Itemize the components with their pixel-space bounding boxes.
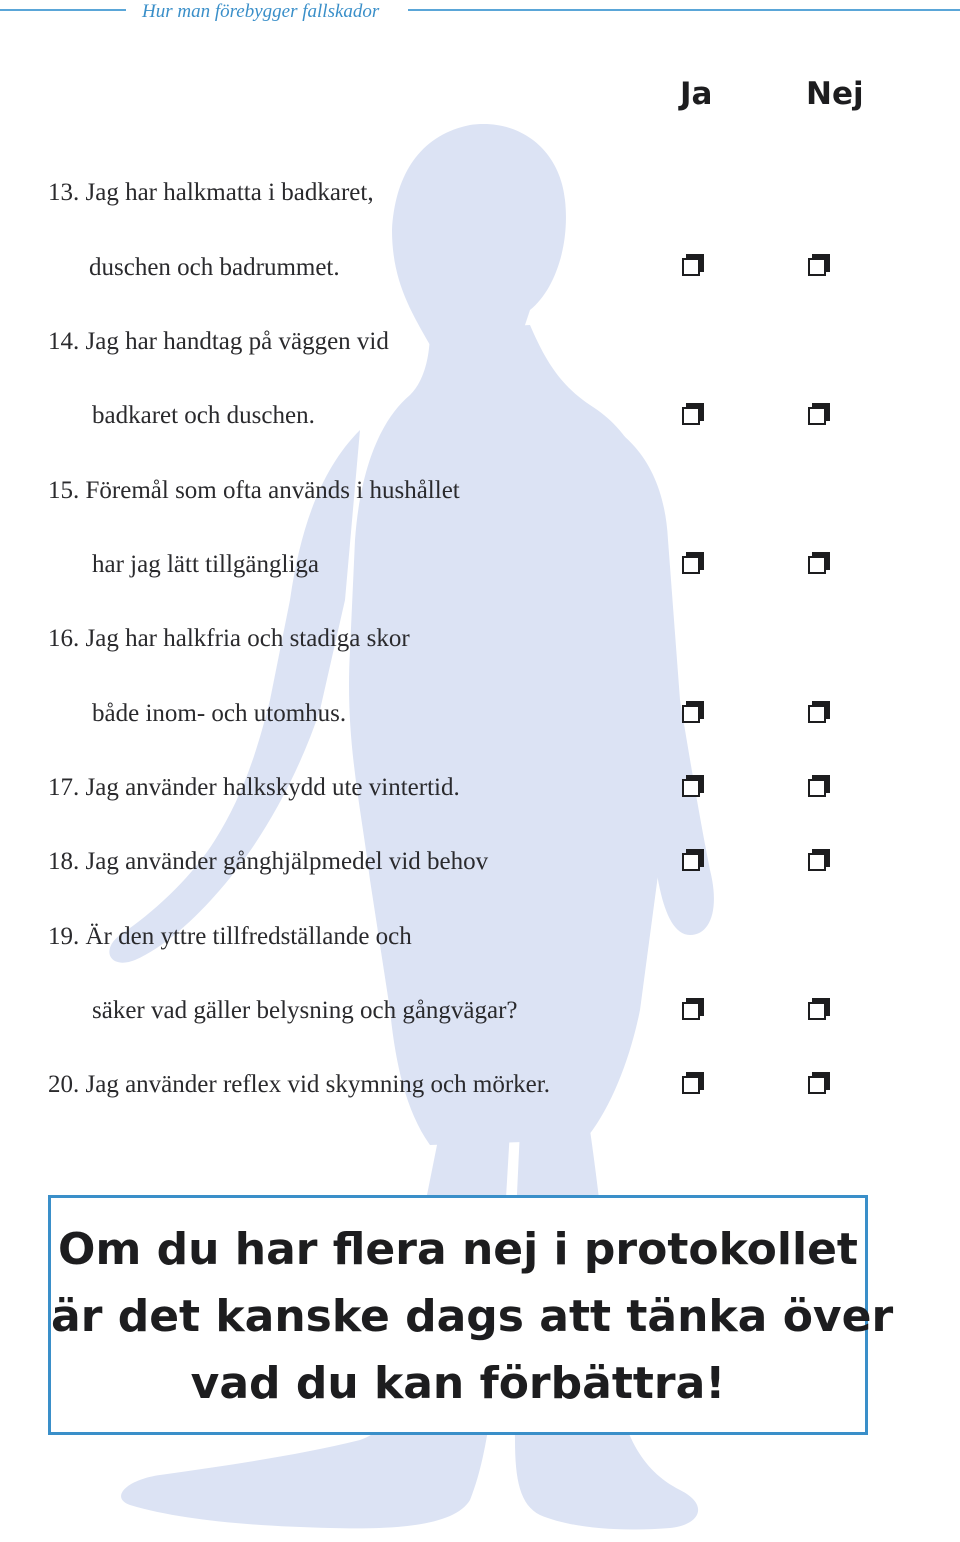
q16-yes-checkbox[interactable]: [682, 705, 700, 723]
question-13-line-1: 13. Jag har halkmatta i badkaret,: [48, 179, 374, 206]
question-19-line-2: säker vad gäller belysning och gångvägar?: [92, 997, 518, 1024]
question-14-line-2: badkaret och duschen.: [92, 402, 315, 429]
question-17-line-1: 17. Jag använder halkskydd ute vintertid.: [48, 774, 460, 801]
q15-no-checkbox[interactable]: [808, 556, 826, 574]
q20-no-checkbox[interactable]: [808, 1076, 826, 1094]
q16-no-checkbox[interactable]: [808, 705, 826, 723]
callout-line-1: Om du har flera nej i protokollet: [58, 1224, 858, 1275]
q18-no-checkbox[interactable]: [808, 853, 826, 871]
q19-no-checkbox[interactable]: [808, 1002, 826, 1020]
question-15-line-1: 15. Föremål som ofta används i hushållet: [48, 477, 460, 504]
conclusion-callout-box: [48, 1195, 894, 1435]
question-15-line-2: har jag lätt tillgängliga: [92, 551, 320, 578]
q19-yes-checkbox[interactable]: [682, 1002, 700, 1020]
page-header-title: Hur man förebygger fallskador: [142, 1, 380, 22]
question-16-line-2: både inom- och utomhus.: [92, 700, 347, 727]
q17-yes-checkbox[interactable]: [682, 779, 700, 797]
q18-yes-checkbox[interactable]: [682, 853, 700, 871]
question-18-line-1: 18. Jag använder gånghjälpmedel vid behov: [48, 848, 489, 875]
q13-no-checkbox[interactable]: [808, 258, 826, 276]
question-13-line-2: duschen och badrummet.: [89, 254, 340, 281]
q14-yes-checkbox[interactable]: [682, 407, 700, 425]
q20-yes-checkbox[interactable]: [682, 1076, 700, 1094]
column-header-yes: Ja: [680, 76, 713, 112]
callout-line-3: vad du kan förbättra!: [190, 1358, 726, 1409]
q17-no-checkbox[interactable]: [808, 779, 826, 797]
question-19-line-1: 19. Är den yttre tillfredställande och: [48, 923, 412, 950]
callout-line-2: är det kanske dags att tänka över: [51, 1291, 894, 1342]
q14-no-checkbox[interactable]: [808, 407, 826, 425]
q15-yes-checkbox[interactable]: [682, 556, 700, 574]
column-header-no: Nej: [806, 76, 864, 112]
question-20-line-1: 20. Jag använder reflex vid skymning och mörker.: [48, 1071, 550, 1098]
q13-yes-checkbox[interactable]: [682, 258, 700, 276]
question-16-line-1: 16. Jag har halkfria och stadiga skor: [48, 625, 410, 652]
question-14-line-1: 14. Jag har handtag på väggen vid: [48, 328, 389, 355]
